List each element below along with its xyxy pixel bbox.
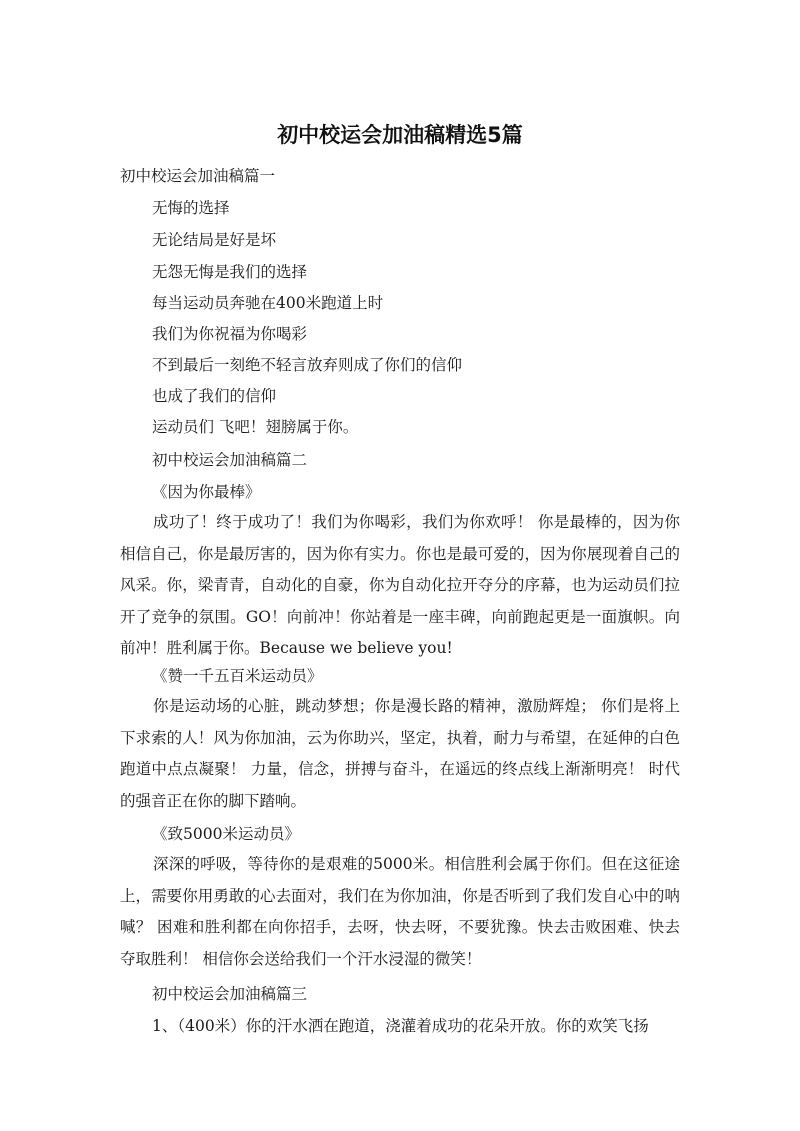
piece-paragraph: 深深的呼吸，等待你的是艰难的5000米。相信胜利会属于你们。但在这征途上，需要你用勇敢的心去面对，我们在为你加油，你是否听到了我们发自心中的呐喊？ 困难和胜利都在向你招手，去呀，快去呀，不要犹豫。快去击败困难、快去夺取胜利！ 相信你会送给我们一个汗水浸湿的微笑！	[120, 855, 680, 968]
section-heading-3: 初中校运会加油稿篇三	[152, 985, 308, 1003]
poem-line: 每当运动员奔驰在400米跑道上时	[152, 294, 384, 312]
section-heading-2: 初中校运会加油稿篇二	[152, 451, 308, 469]
poem-line: 无论结局是好是坏	[152, 231, 277, 249]
poem-line: 我们为你祝福为你喝彩	[152, 325, 308, 343]
piece-title: 《致5000米运动员》	[152, 825, 300, 843]
section-heading-1: 初中校运会加油稿篇一	[120, 167, 276, 185]
section-first-line: 1、（400米）你的汗水洒在跑道，浇灌着成功的花朵开放。你的欢笑飞扬	[152, 1017, 649, 1035]
poem-line: 不到最后一刻绝不轻言放弃则成了你们的信仰	[152, 356, 463, 374]
poem-line: 也成了我们的信仰	[152, 387, 277, 405]
piece-paragraph: 成功了！终于成功了！我们为你喝彩，我们为你欢呼！ 你是最棒的，因为你相信自己，你是最厉害的，因为你有实力。你也是最可爱的，因为你展现着自己的风采。你，梁青青，自动化的自豪，你为自动化拉开夺分的序幕，也为运动员们拉开了竞争的氛围。GO！向前冲！你站着是一座丰碑，向前跑起更是一面旗帜。向前冲！胜利属于你。Because we believe you!	[120, 513, 680, 657]
poem-line: 运动员们 飞吧！翅膀属于你。	[152, 418, 359, 436]
piece-title: 《赞一千五百米运动员》	[152, 667, 323, 685]
piece-paragraph: 你是运动场的心脏，跳动梦想；你是漫长路的精神，激励辉煌； 你们是将上下求索的人！风为你加油，云为你助兴，坚定，执着，耐力与希望，在延伸的白色跑道中点点凝聚！ 力量，信念，拼搏与奋斗，在遥远的终点线上渐渐明亮！ 时代的强音正在你的脚下踏响。	[120, 697, 680, 810]
document-title: 初中校运会加油稿精选5篇	[277, 123, 523, 147]
piece-title: 《因为你最棒》	[152, 483, 261, 501]
poem-line: 无悔的选择	[152, 199, 230, 217]
poem-line: 无怨无悔是我们的选择	[152, 263, 308, 281]
